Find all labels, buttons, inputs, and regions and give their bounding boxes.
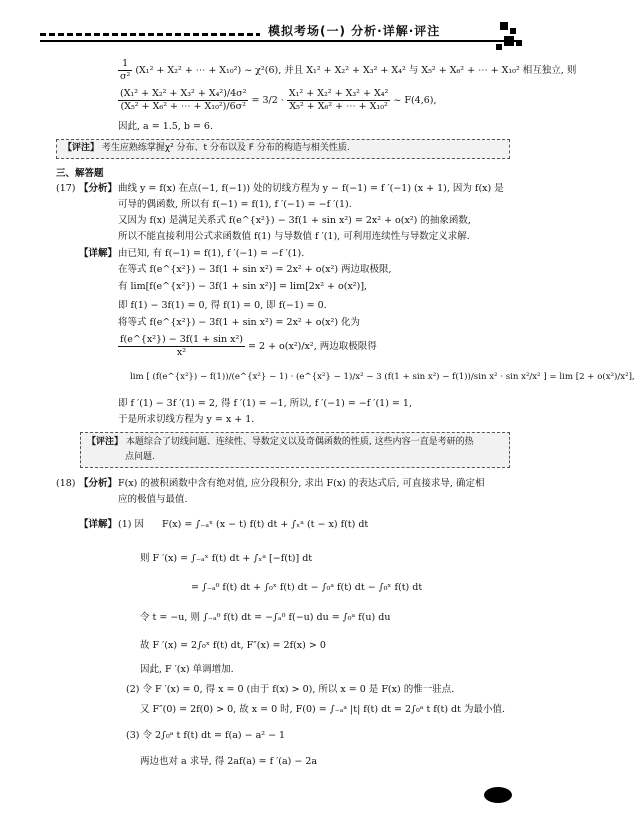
q18-number: (18) (56, 478, 76, 489)
b6-den: x² (176, 346, 187, 358)
header-dotted-rule (40, 33, 260, 36)
note2-tag: 【评注】 (87, 437, 124, 447)
page-number-badge (484, 787, 512, 803)
q17-analysis-2: 可导的偶函数, 所以有 f(−1) = f(1), f ′(−1) = −f ′(1). (118, 199, 352, 210)
top-line-1 (118, 58, 576, 83)
note2-text-1: 本题综合了切线问题、连续性、导数定义以及奇偶函数的性质, 这些内容一直是考研的热 (125, 437, 474, 447)
ratio2-den: X₅² + X₆² + ⋯ + X₁₀² (289, 100, 388, 112)
q17-detail-2: 在等式 f(e^{x²}) − 3f(1 + sin x²) = 2x² + o(x²) 两边取极限, (118, 264, 392, 275)
top-line-1-text: (X₁² + X₂² + ⋯ + X₁₀²) ~ χ²(6), 并且 X₁² + X₂² + X₃² + X₄² 与 X₅² + X₆² + ⋯ + X₁₀² 相互独立, 则 (135, 64, 577, 76)
q18-p5: 故 F ′(x) = 2∫₀ˣ f(t) dt, F″(x) = 2f(x) > 0 (140, 640, 326, 651)
q17-analysis-4: 所以不能直接利用公式求函数值 f(1) 与导数值 f ′(1), 可利用连续性与导数定义求解. (118, 231, 470, 242)
q17-detail-4: 即 f(1) − 3f(1) = 0, 得 f(1) = 0, 即 f(−1) = 0. (118, 300, 327, 311)
q18-p7: (2) 令 F ′(x) = 0, 得 x = 0 (由于 f(x) > 0), 所以 x = 0 是 F(x) 的惟一驻点. (126, 684, 455, 695)
header-title: 模拟考场(一) 分析·详解·评注 (268, 24, 441, 38)
q18-p10: 两边也对 a 求导, 得 2af(a) = f ′(a) − 2a (140, 756, 318, 767)
ratio-mid: = 3/2 · (251, 94, 284, 106)
q18-p8: 又 F″(0) = 2f(0) > 0, 故 x = 0 时, F(0) = ∫₋ₐᵃ |t| f(t) dt = 2∫₀ᵃ t f(t) dt 为最小值. (140, 704, 505, 715)
q18-p2: 则 F ′(x) = ∫₋ₐˣ f(t) dt + ∫ₓᵃ [−f(t)] dt (140, 553, 313, 564)
q18-analysis-2: 应的极值与最值. (118, 494, 188, 505)
ratio-end: ~ F(4,6), (393, 94, 437, 106)
note-tag: 【评注】 (63, 143, 100, 153)
q17-analysis-1: 曲线 y = f(x) 在点(−1, f(−1)) 处的切线方程为 y − f(−1) = f ′(−1) (x + 1), 因为 f(x) 是 (118, 183, 504, 194)
q18-p9: (3) 令 2∫₀ᵃ t f(t) dt = f(a) − a² − 1 (126, 730, 286, 741)
note-box-2 (80, 432, 510, 468)
q17-analysis-tag: 【分析】 (79, 183, 118, 194)
q18-p1: F(x) = ∫₋ₐˣ (x − t) f(t) dt + ∫ₓᵃ (t − x) f(t) dt (162, 519, 369, 530)
q17-analysis-3: 又因为 f(x) 是满足关系式 f(e^{x²}) − 3f(1 + sin x²) = 2x² + o(x²) 的抽象函数, (118, 215, 471, 226)
q18-p1-label: (1) 因 (118, 519, 144, 530)
q18-p4: 令 t = −u, 则 ∫₋ₐ⁰ f(t) dt = −∫ₐ⁰ f(−u) du = ∫₀ᵃ f(u) du (140, 612, 391, 623)
q17-number: (17) (56, 183, 76, 194)
coef-num: 1 (118, 58, 132, 71)
q18-detail-tag: 【详解】 (79, 519, 118, 530)
ratio2-num: X₁² + X₂² + X₃² + X₄² (288, 88, 389, 99)
top-line-3: 因此, a = 1.5, b = 6. (118, 121, 213, 132)
q17-detail-tag: 【详解】 (79, 248, 118, 259)
q17-detail-7: lim [ (f(e^{x²}) − f(1))/(e^{x²} − 1) · (e^{x²} − 1)/x² − 3 (f(1 + sin x²) − f(1))/sin x² · sin x²/x² ] = lim [2 + o(x²)/x²], (130, 372, 635, 382)
b6-num: f(e^{x²}) − 3f(1 + sin x²) (120, 334, 243, 345)
q17-detail-3: 有 lim[f(e^{x²}) − 3f(1 + sin x²)] = lim[2x² + o(x²)], (118, 281, 368, 292)
ratio-num: (X₁² + X₂² + X₃² + X₄²)/4σ² (120, 88, 247, 99)
q18-p6: 因此, F ′(x) 单调增加. (140, 664, 234, 675)
q17-detail-8: 即 f ′(1) − 3f ′(1) = 2, 得 f ′(1) = −1, 所以, f ′(−1) = −f ′(1) = 1, (118, 398, 412, 409)
q18-analysis-1: F(x) 的被积函数中含有绝对值, 应分段积分, 求出 F(x) 的表达式后, 可直接求导, 确定相 (118, 478, 485, 489)
q17-detail-5: 将等式 f(e^{x²}) − 3f(1 + sin x²) = 2x² + o(x²) 化为 (118, 317, 361, 328)
page-header (0, 0, 560, 50)
coef-den: σ² (120, 70, 131, 82)
section-heading: 三、解答题 (56, 168, 104, 179)
q17-detail-6 (118, 334, 377, 359)
q17-detail-1: 由已知, 有 f(−1) = f(1), f ′(−1) = −f ′(1). (118, 248, 305, 259)
q18-p3: = ∫₋ₐ⁰ f(t) dt + ∫₀ˣ f(t) dt − ∫₀ᵃ f(t) dt − ∫₀ˣ f(t) dt (191, 582, 423, 593)
b6-rest: = 2 + o(x²)/x², 两边取极限得 (248, 340, 377, 352)
note-text: 考生应熟练掌握χ² 分布、t 分布以及 F 分布的构造与相关性质. (101, 143, 350, 153)
ratio-den: (X₅² + X₆² + ⋯ + X₁₀²)/6σ² (120, 100, 246, 112)
top-line-2 (118, 88, 437, 113)
note-box-1 (56, 139, 510, 159)
note2-text-2: 点问题. (125, 452, 155, 462)
q18-analysis-tag: 【分析】 (79, 478, 118, 489)
header-rule (40, 40, 520, 42)
q17-detail-9: 于是所求切线方程为 y = x + 1. (118, 414, 255, 425)
